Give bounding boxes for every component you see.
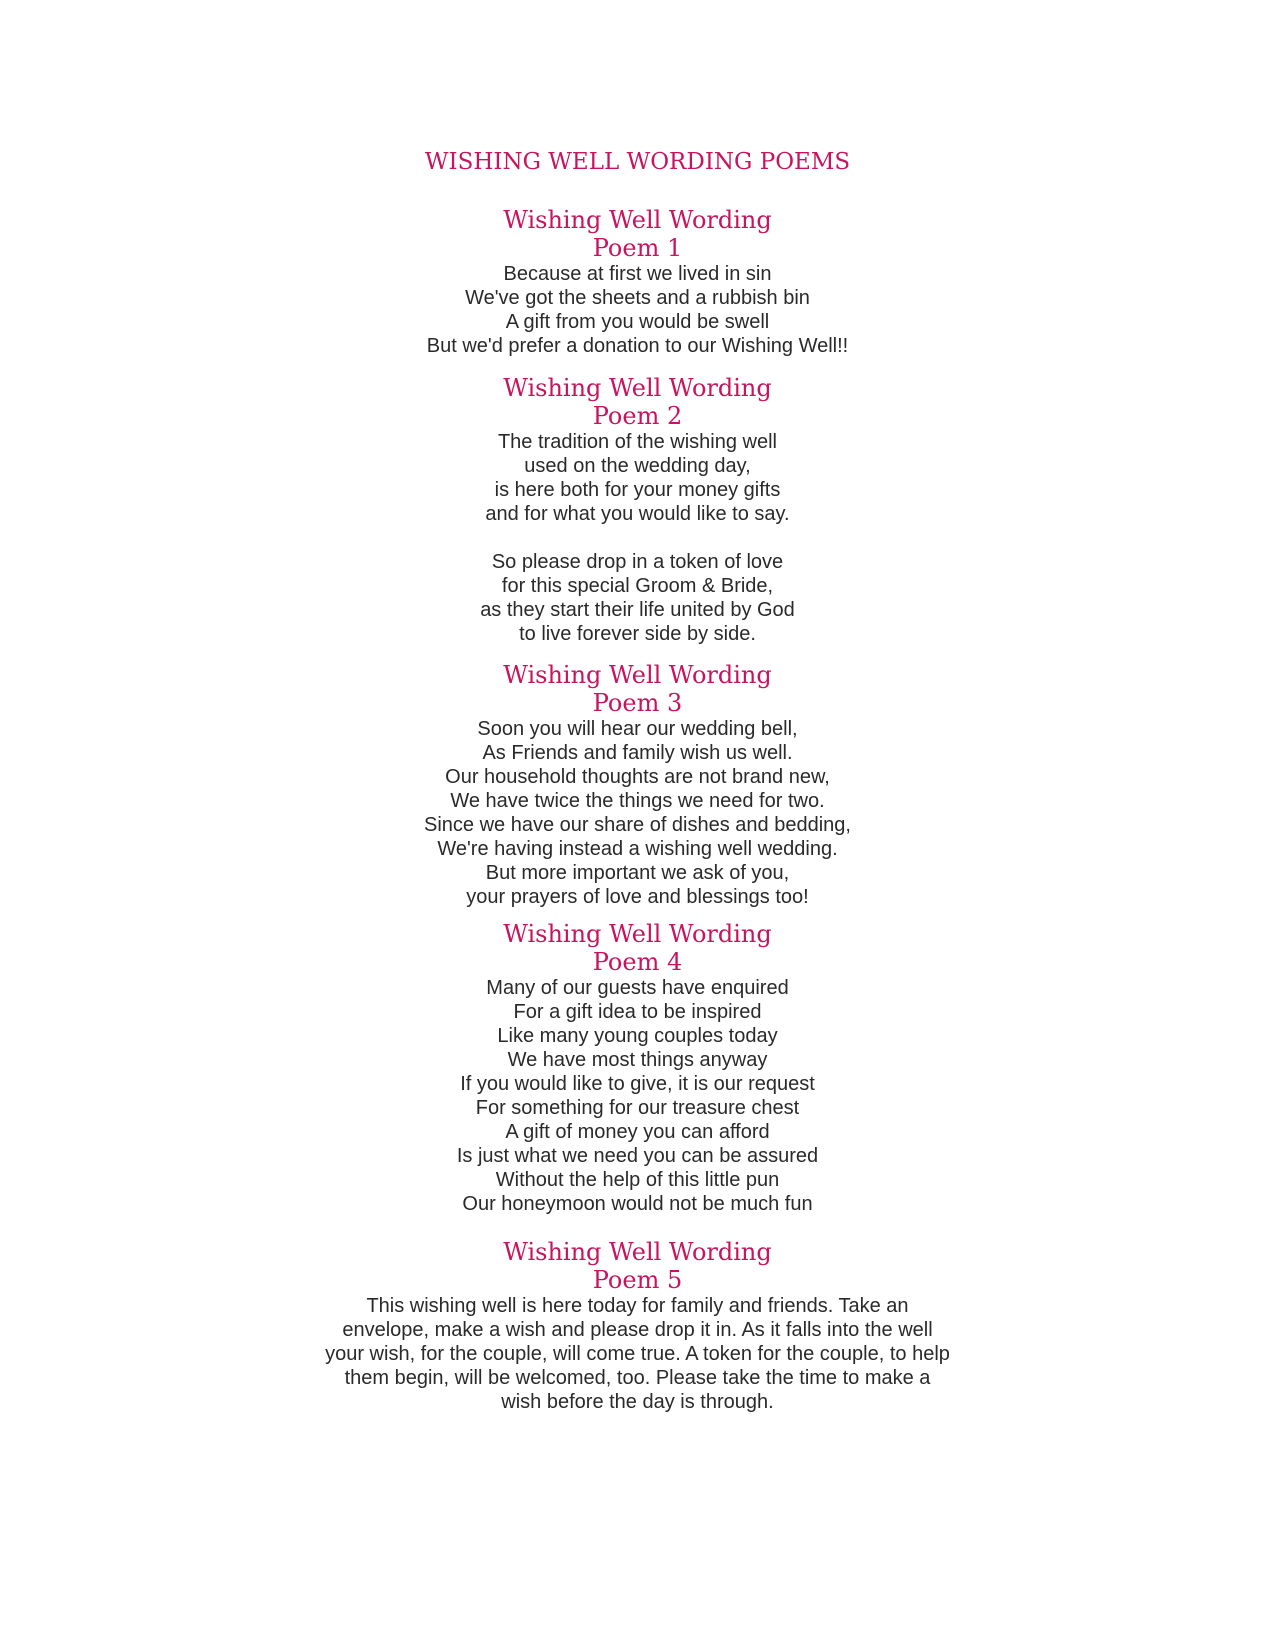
poem-heading-title: Wishing Well Wording	[503, 374, 772, 402]
poem-5	[0, 1238, 1275, 1414]
poem-heading-number: Poem 2	[592, 402, 683, 430]
stanza-break	[0, 526, 1275, 550]
poem-line: A gift of money you can afford	[505, 1121, 770, 1143]
poem-line: We're having instead a wishing well wedding.	[437, 838, 838, 860]
poem-heading-number: Poem 1	[592, 234, 683, 262]
poem-line: Because at first we lived in sin	[503, 263, 772, 285]
poem-lines	[0, 717, 1275, 909]
poem-heading-title: Wishing Well Wording	[503, 206, 772, 234]
poem-line: Without the help of this little pun	[495, 1169, 780, 1191]
poem-line: and for what you would like to say.	[485, 503, 790, 525]
poem-line: For something for our treasure chest	[475, 1097, 800, 1119]
poem-line: If you would like to give, it is our request	[460, 1073, 815, 1095]
poem-line: But more important we ask of you,	[485, 862, 790, 884]
poem-paragraph: This wishing well is here today for family and friends. Take an envelope, make a wish and please drop it in. As it falls into the well your wish, for the couple, will come true. A token for the couple, to help them begin, will be welcomed, too. Please take the time to make a wish before the day is through.	[325, 1295, 950, 1413]
poem-line: your prayers of love and blessings too!	[466, 886, 809, 908]
poem-line: Is just what we need you can be assured	[456, 1145, 819, 1167]
poem-4	[0, 920, 1275, 1216]
poem-line: to live forever side by side.	[519, 623, 756, 645]
poem-heading-title: Wishing Well Wording	[503, 1238, 772, 1266]
poem-line: But we'd prefer a donation to our Wishing Well!!	[426, 335, 849, 357]
poem-heading-title: Wishing Well Wording	[503, 661, 772, 689]
poem-line: So please drop in a token of love	[491, 551, 784, 573]
poem-line: Our household thoughts are not brand new,	[445, 766, 830, 788]
poem-line: Many of our guests have enquired	[486, 977, 789, 999]
poem-2	[0, 374, 1275, 646]
poem-1	[0, 206, 1275, 358]
poem-line: A gift from you would be swell	[505, 311, 770, 333]
poem-line: We have twice the things we need for two.	[450, 790, 825, 812]
poem-heading-title: Wishing Well Wording	[503, 920, 772, 948]
poem-line: Since we have our share of dishes and bedding,	[424, 814, 851, 836]
poem-line: Soon you will hear our wedding bell,	[477, 718, 798, 740]
document-title: WISHING WELL WORDING POEMS	[424, 149, 851, 175]
poem-line: Like many young couples today	[497, 1025, 778, 1047]
poem-lines	[0, 262, 1275, 358]
poem-3	[0, 661, 1275, 909]
poem-line: As Friends and family wish us well.	[482, 742, 793, 764]
poem-heading-number: Poem 4	[592, 948, 683, 976]
poem-heading-number: Poem 5	[592, 1266, 683, 1294]
poem-line: as they start their life united by God	[480, 599, 795, 621]
poem-line: The tradition of the wishing well	[497, 431, 778, 453]
poem-lines	[0, 430, 1275, 646]
poem-line: is here both for your money gifts	[494, 479, 781, 501]
poem-line: Our honeymoon would not be much fun	[462, 1193, 813, 1215]
poem-line: We have most things anyway	[507, 1049, 768, 1071]
poem-line: For a gift idea to be inspired	[513, 1001, 762, 1023]
poem-heading-number: Poem 3	[592, 689, 683, 717]
poem-line: for this special Groom & Bride,	[501, 575, 774, 597]
poem-line: We've got the sheets and a rubbish bin	[465, 287, 810, 309]
poem-lines	[0, 976, 1275, 1216]
poem-line: used on the wedding day,	[524, 455, 751, 477]
